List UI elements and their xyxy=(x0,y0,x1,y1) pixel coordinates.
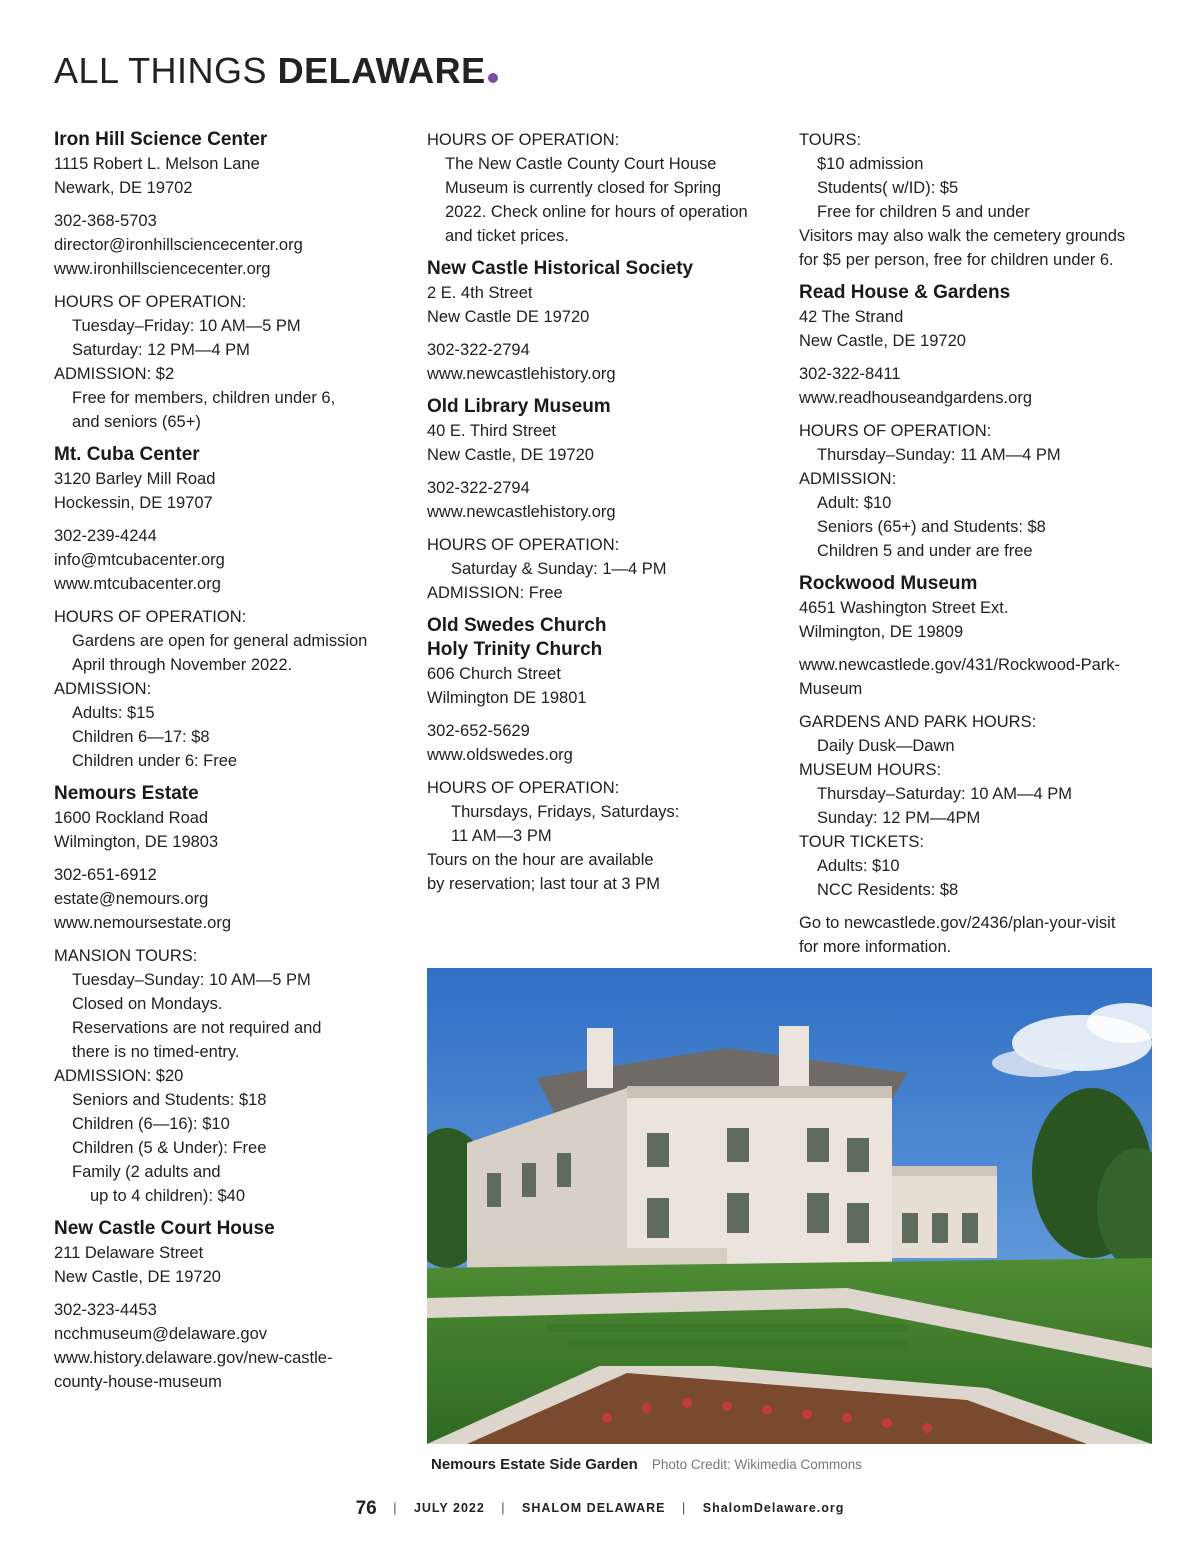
column-3 xyxy=(799,128,1155,968)
listing-hours xyxy=(427,776,777,896)
hours-line: 2022. Check online for hours of operation xyxy=(445,203,748,221)
caption-title: Nemours Estate Side Garden xyxy=(431,1456,638,1473)
note-line: Tours on the hour are available xyxy=(427,851,654,869)
admission-line: Seniors (65+) and Students: $8 xyxy=(817,518,1046,536)
admission-label: ADMISSION: xyxy=(54,680,152,698)
listing-name: Rockwood Museum xyxy=(799,573,978,594)
address-line: 3120 Barley Mill Road xyxy=(54,470,216,488)
address-line: New Castle, DE 19720 xyxy=(799,332,966,350)
email-link[interactable]: director@ironhillsciencecenter.org xyxy=(54,236,303,254)
listing-note xyxy=(799,911,1155,959)
listing-historical-society xyxy=(427,257,777,386)
footer-separator: | xyxy=(501,1501,506,1515)
hours-line: 11 AM—3 PM xyxy=(451,827,552,845)
page-footer xyxy=(0,1498,1200,1520)
listing-contact xyxy=(54,863,404,935)
admission-line: Children (5 & Under): Free xyxy=(72,1139,267,1157)
listing-name: Holy Trinity Church xyxy=(427,639,603,660)
address-line: New Castle, DE 19720 xyxy=(54,1268,221,1286)
tours-line: there is no timed-entry. xyxy=(72,1043,240,1061)
listing-name: Mt. Cuba Center xyxy=(54,444,200,465)
hours-label: HOURS OF OPERATION: xyxy=(54,293,247,311)
listing-hours xyxy=(54,944,404,1208)
admission-line: Children 5 and under are free xyxy=(817,542,1033,560)
listing-contact xyxy=(799,362,1155,410)
phone-number: 302-322-2794 xyxy=(427,479,530,497)
footer-separator: | xyxy=(393,1501,398,1515)
website-link[interactable]: www.history.delaware.gov/new-castle- xyxy=(54,1349,333,1367)
phone-number: 302-322-2794 xyxy=(427,341,530,359)
listing-read-house xyxy=(799,281,1155,563)
phone-number: 302-239-4244 xyxy=(54,527,157,545)
admission-line: Children (6—16): $10 xyxy=(72,1115,230,1133)
caption-credit: Photo Credit: Wikimedia Commons xyxy=(651,1457,862,1472)
website-link[interactable]: www.mtcubacenter.org xyxy=(54,575,221,593)
listing-address xyxy=(427,662,777,710)
footer-separator: | xyxy=(682,1501,687,1515)
photo-caption xyxy=(431,1456,862,1473)
museum-hours-label: MUSEUM HOURS: xyxy=(799,761,942,779)
listing-contact xyxy=(427,476,777,524)
note-line: for $5 per person, free for children under 6. xyxy=(799,251,1114,269)
issue-date: JULY 2022 xyxy=(413,1501,485,1515)
listing-name: Old Library Museum xyxy=(427,396,611,417)
hours-line: Gardens are open for general admission xyxy=(72,632,368,650)
address-line: Hockessin, DE 19707 xyxy=(54,494,213,512)
website-link[interactable]: ShalomDelaware.org xyxy=(702,1501,845,1515)
phone-number: 302-323-4453 xyxy=(54,1301,157,1319)
address-line: Wilmington DE 19801 xyxy=(427,689,587,707)
column-2 xyxy=(427,128,777,905)
website-link[interactable]: www.newcastlehistory.org xyxy=(427,365,616,383)
tours-line: $10 admission xyxy=(817,155,924,173)
hours-line: and ticket prices. xyxy=(445,227,569,245)
listing-hours xyxy=(427,533,777,605)
hours-line: Daily Dusk—Dawn xyxy=(817,737,955,755)
listing-address xyxy=(427,419,777,467)
admission-label: ADMISSION: Free xyxy=(427,584,563,602)
tours-line: Students( w/ID): $5 xyxy=(817,179,959,197)
website-link[interactable]: www.newcastlede.gov/431/Rockwood-Park- xyxy=(799,656,1120,674)
listing-name: Read House & Gardens xyxy=(799,282,1011,303)
listing-address xyxy=(427,281,777,329)
admission-line: Family (2 adults and xyxy=(72,1163,221,1181)
email-link[interactable]: ncchmuseum@delaware.gov xyxy=(54,1325,268,1343)
phone-number: 302-651-6912 xyxy=(54,866,157,884)
address-line: 211 Delaware Street xyxy=(54,1244,204,1262)
address-line: 606 Church Street xyxy=(427,665,561,683)
tours-line: Reservations are not required and xyxy=(72,1019,322,1037)
website-link[interactable]: county-house-museum xyxy=(54,1373,222,1391)
phone-number: 302-652-5629 xyxy=(427,722,530,740)
page-number: 76 xyxy=(355,1498,377,1519)
title-bold: DELAWARE xyxy=(277,50,486,91)
hours-label: HOURS OF OPERATION: xyxy=(54,608,247,626)
email-link[interactable]: estate@nemours.org xyxy=(54,890,209,908)
admission-line: Seniors and Students: $18 xyxy=(72,1091,267,1109)
hours-line: Thursday–Saturday: 10 AM—4 PM xyxy=(817,785,1072,803)
listing-court-house xyxy=(54,1217,404,1394)
listing-name: New Castle Historical Society xyxy=(427,258,694,279)
admission-line: Free for members, children under 6, xyxy=(72,389,336,407)
website-link[interactable]: Museum xyxy=(799,680,863,698)
listing-mt-cuba xyxy=(54,443,404,773)
address-line: Newark, DE 19702 xyxy=(54,179,193,197)
address-line: 4651 Washington Street Ext. xyxy=(799,599,1009,617)
hours-line: Tuesday–Friday: 10 AM—5 PM xyxy=(72,317,301,335)
admission-line: Children 6—17: $8 xyxy=(72,728,210,746)
hours-line: Sunday: 12 PM—4PM xyxy=(817,809,981,827)
listing-name: New Castle Court House xyxy=(54,1218,275,1239)
tours-line: Tuesday–Sunday: 10 AM—5 PM xyxy=(72,971,311,989)
listing-name: Nemours Estate xyxy=(54,783,199,804)
nemours-estate-photo xyxy=(427,968,1152,1444)
address-line: 40 E. Third Street xyxy=(427,422,557,440)
listing-address xyxy=(54,806,404,854)
listing-name: Old Swedes Church xyxy=(427,615,607,636)
address-line: New Castle DE 19720 xyxy=(427,308,590,326)
tours-label: TOURS: xyxy=(799,131,862,149)
page-title xyxy=(54,50,498,92)
column-1 xyxy=(54,128,404,1403)
listing-old-swedes xyxy=(427,614,777,896)
listing-nemours xyxy=(54,782,404,1208)
tours-label: MANSION TOURS: xyxy=(54,947,198,965)
admission-line: Adults: $15 xyxy=(72,704,155,722)
hours-label: HOURS OF OPERATION: xyxy=(427,779,620,797)
note-line: Go to newcastlede.gov/2436/plan-your-visit xyxy=(799,914,1116,932)
listing-name: Iron Hill Science Center xyxy=(54,129,268,150)
hours-line: Saturday: 12 PM—4 PM xyxy=(72,341,250,359)
title-dot-icon xyxy=(488,73,498,83)
admission-line: Adult: $10 xyxy=(817,494,892,512)
note-line: for more information. xyxy=(799,938,952,956)
listing-address xyxy=(799,305,1155,353)
ticket-line: Adults: $10 xyxy=(817,857,900,875)
hours-label: HOURS OF OPERATION: xyxy=(799,422,992,440)
listing-contact xyxy=(54,524,404,596)
admission-label: ADMISSION: $20 xyxy=(54,1067,184,1085)
note-line: Visitors may also walk the cemetery grounds xyxy=(799,227,1126,245)
listing-rockwood xyxy=(799,572,1155,959)
hours-line: Museum is currently closed for Spring xyxy=(445,179,722,197)
hours-line: Saturday & Sunday: 1—4 PM xyxy=(451,560,667,578)
hours-label: HOURS OF OPERATION: xyxy=(427,131,620,149)
website-link[interactable]: www.readhouseandgardens.org xyxy=(799,389,1032,407)
admission-line: up to 4 children): $40 xyxy=(90,1187,246,1205)
old-swedes-tours xyxy=(799,128,1155,272)
hours-line: April through November 2022. xyxy=(72,656,293,674)
phone-number: 302-322-8411 xyxy=(799,365,901,383)
listing-hours xyxy=(799,419,1155,563)
listing-hours xyxy=(54,290,404,434)
address-line: New Castle, DE 19720 xyxy=(427,446,594,464)
listing-contact xyxy=(427,719,777,767)
ticket-line: NCC Residents: $8 xyxy=(817,881,959,899)
admission-line: and seniors (65+) xyxy=(72,413,201,431)
court-house-hours xyxy=(427,128,777,248)
address-line: Wilmington, DE 19803 xyxy=(54,833,219,851)
website-link[interactable]: www.nemoursestate.org xyxy=(54,914,231,932)
admission-label: ADMISSION: xyxy=(799,470,897,488)
listing-hours xyxy=(799,710,1155,902)
address-line: 42 The Strand xyxy=(799,308,904,326)
website-link[interactable]: www.ironhillsciencecenter.org xyxy=(54,260,271,278)
admission-line: Children under 6: Free xyxy=(72,752,238,770)
listing-iron-hill xyxy=(54,128,404,434)
email-link[interactable]: info@mtcubacenter.org xyxy=(54,551,225,569)
hours-line: The New Castle County Court House xyxy=(445,155,717,173)
address-line: 1115 Robert L. Melson Lane xyxy=(54,155,260,173)
listing-address xyxy=(54,152,404,200)
hours-label: HOURS OF OPERATION: xyxy=(427,536,620,554)
listing-contact xyxy=(54,209,404,281)
listing-hours xyxy=(54,605,404,773)
hours-line: Thursday–Sunday: 11 AM—4 PM xyxy=(817,446,1061,464)
admission-label: ADMISSION: $2 xyxy=(54,365,175,383)
website-link[interactable]: www.newcastlehistory.org xyxy=(427,503,616,521)
photo-illustration xyxy=(427,968,1152,1444)
listing-contact xyxy=(799,653,1155,701)
listing-contact xyxy=(427,338,777,386)
title-light: ALL THINGS xyxy=(54,50,278,91)
note-line: by reservation; last tour at 3 PM xyxy=(427,875,660,893)
address-line: Wilmington, DE 19809 xyxy=(799,623,964,641)
phone-number: 302-368-5703 xyxy=(54,212,157,230)
tours-line: Closed on Mondays. xyxy=(72,995,223,1013)
website-link[interactable]: www.oldswedes.org xyxy=(427,746,573,764)
listing-address xyxy=(54,1241,404,1289)
tickets-label: TOUR TICKETS: xyxy=(799,833,924,851)
garden-hours-label: GARDENS AND PARK HOURS: xyxy=(799,713,1037,731)
hours-line: Thursdays, Fridays, Saturdays: xyxy=(451,803,680,821)
publication-name: SHALOM DELAWARE xyxy=(522,1501,666,1515)
address-line: 1600 Rockland Road xyxy=(54,809,209,827)
tours-line: Free for children 5 and under xyxy=(817,203,1030,221)
listing-old-library xyxy=(427,395,777,605)
address-line: 2 E. 4th Street xyxy=(427,284,533,302)
listing-contact xyxy=(54,1298,404,1394)
listing-address xyxy=(54,467,404,515)
listing-address xyxy=(799,596,1155,644)
